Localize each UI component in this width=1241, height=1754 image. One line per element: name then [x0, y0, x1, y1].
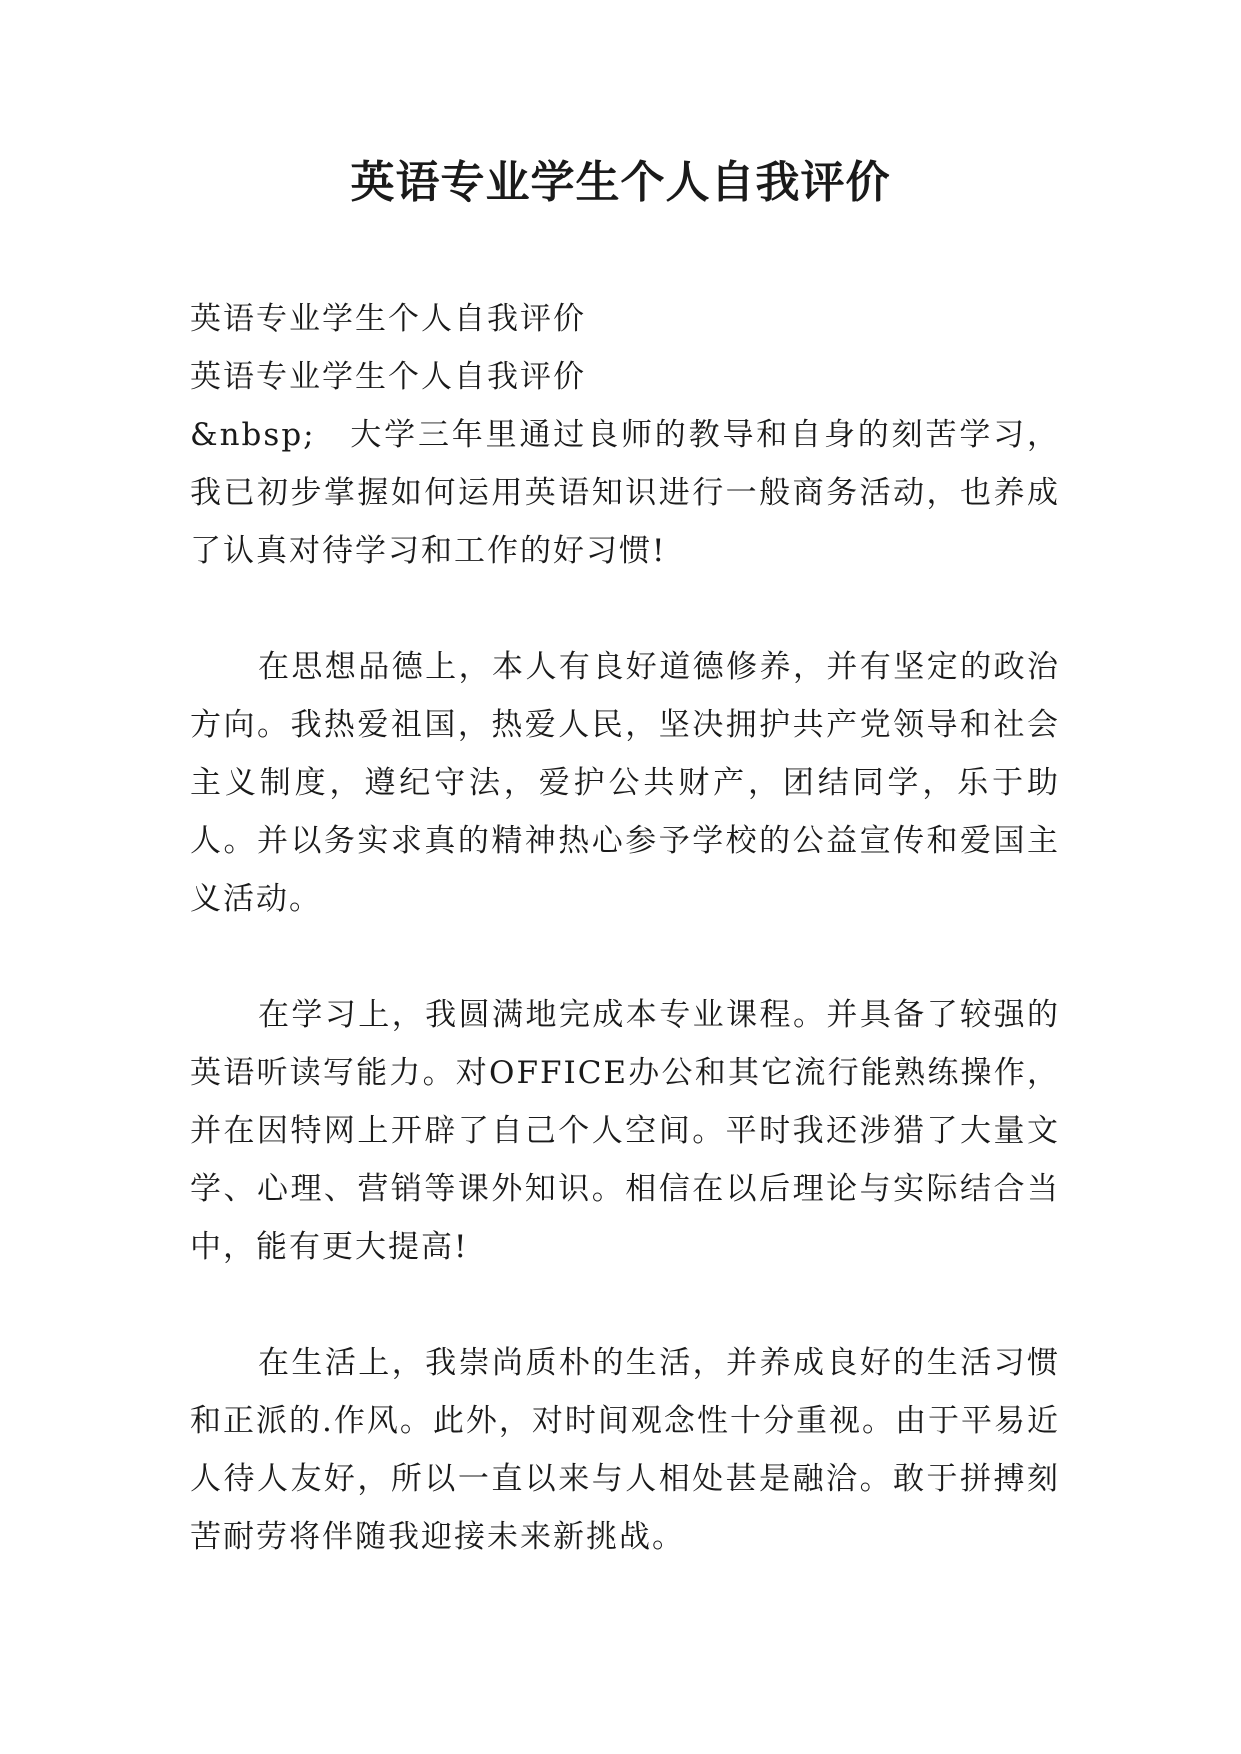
paragraph-spacer	[190, 580, 1060, 638]
document-title: 英语专业学生个人自我评价	[350, 157, 891, 208]
paragraph-spacer	[190, 928, 1060, 986]
paragraph-study: 在学习上，我圆满地完成本专业课程。并具备了较强的英语听读写能力。对OFFICE办公和其它流行能熟练操作，并在因特网上开辟了自己个人空间。平时我还涉猎了大量文学、心理、营销等课外知识。相信在以后理论与实际结合当中，能有更大提高!	[190, 997, 1060, 1265]
paragraph-intro: &nbsp; 大学三年里通过良师的教导和自身的刻苦学习，我已初步掌握如何运用英语知识进行一般商务活动，也养成了认真对待学习和工作的好习惯!	[190, 417, 1060, 569]
subtitle-line-2: 英语专业学生个人自我评价	[190, 359, 586, 395]
paragraph-morality: 在思想品德上，本人有良好道德修养，并有坚定的政治方向。我热爱祖国，热爱人民，坚决拥护共产党领导和社会主义制度，遵纪守法，爱护公共财产，团结同学，乐于助人。并以务实求真的精神热心参予学校的公益宣传和爱国主义活动。	[190, 649, 1060, 917]
subtitle-line-1: 英语专业学生个人自我评价	[190, 301, 586, 337]
document-body	[190, 290, 1060, 1566]
paragraph-life: 在生活上，我崇尚质朴的生活，并养成良好的生活习惯和正派的.作风。此外，对时间观念性十分重视。由于平易近人待人友好，所以一直以来与人相处甚是融洽。敢于拼搏刻苦耐劳将伴随我迎接未来新挑战。	[190, 1345, 1060, 1555]
paragraph-spacer	[190, 1276, 1060, 1334]
